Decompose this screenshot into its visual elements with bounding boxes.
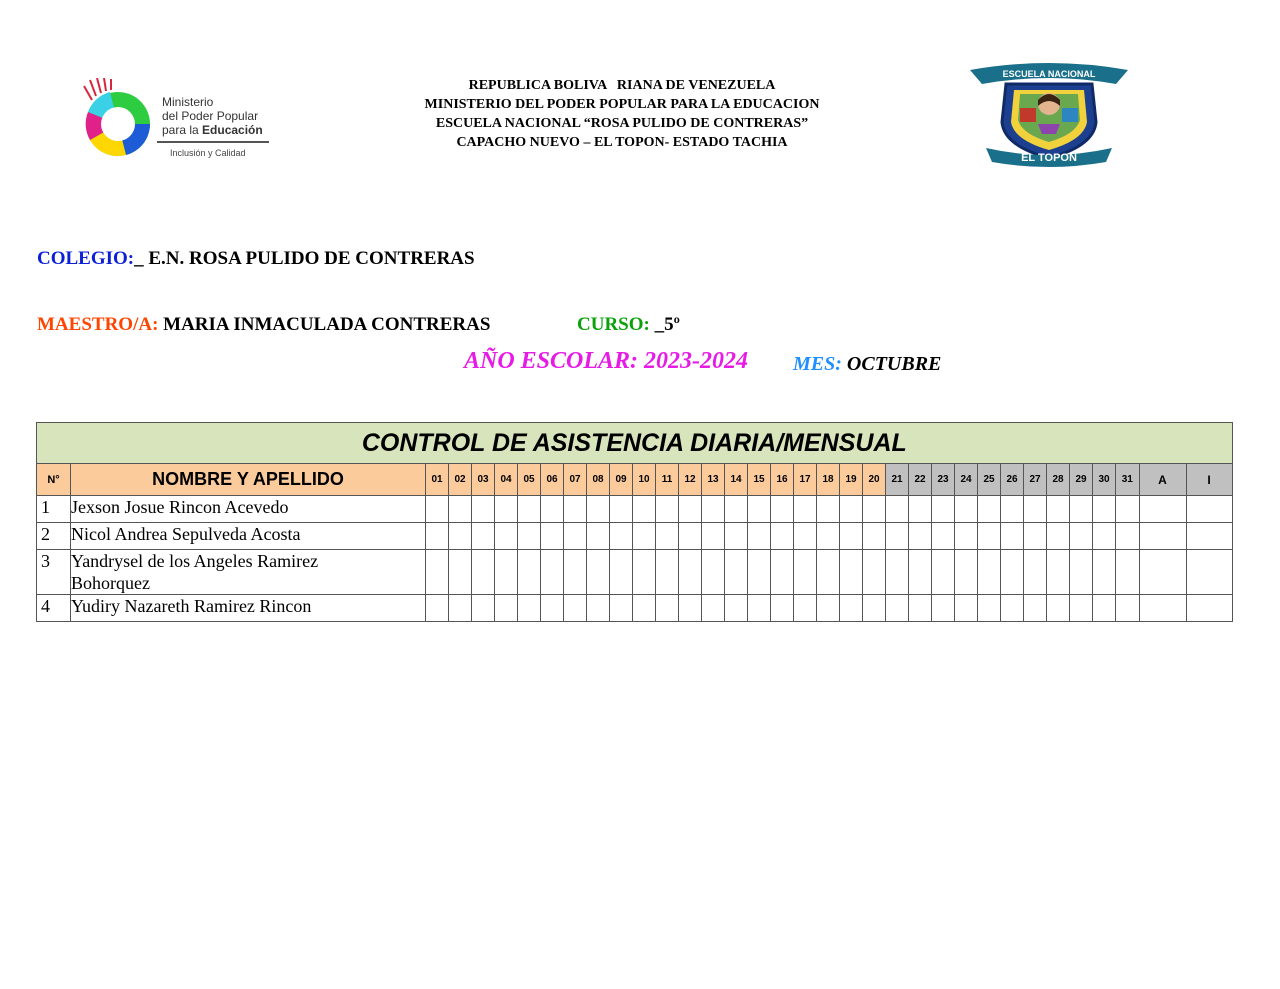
total-i-cell[interactable] xyxy=(1186,595,1232,622)
table-header-row xyxy=(37,464,1233,496)
student-number: 3 xyxy=(37,550,71,595)
school-logo-bottom-text: EL TOPON xyxy=(1021,152,1077,164)
colegio-line xyxy=(37,248,475,270)
col-header-day: 08 xyxy=(587,464,610,496)
col-header-day: 28 xyxy=(1047,464,1070,496)
attendance-cell[interactable] xyxy=(541,496,564,523)
attendance-cell[interactable] xyxy=(1070,496,1093,523)
attendance-cell[interactable] xyxy=(1116,595,1140,622)
col-header-day: 09 xyxy=(610,464,633,496)
attendance-cell[interactable] xyxy=(1024,523,1047,550)
student-name: Yudiry Nazareth Ramirez Rincon xyxy=(71,595,426,622)
anio-escolar xyxy=(464,348,748,375)
attendance-cell[interactable] xyxy=(564,523,587,550)
col-header-day: 21 xyxy=(886,464,909,496)
table-row xyxy=(37,523,1233,550)
attendance-cell[interactable] xyxy=(863,496,886,523)
col-header-day: 03 xyxy=(472,464,495,496)
col-header-day: 19 xyxy=(840,464,863,496)
attendance-cell[interactable] xyxy=(1070,595,1093,622)
attendance-cell[interactable] xyxy=(886,523,909,550)
col-header-day: 18 xyxy=(817,464,840,496)
maestro-line xyxy=(37,314,490,336)
attendance-cell[interactable] xyxy=(909,550,932,595)
ministry-line-2: del Poder Popular xyxy=(162,109,259,123)
attendance-cell[interactable] xyxy=(679,523,702,550)
attendance-cell[interactable] xyxy=(1116,496,1140,523)
col-header-day: 10 xyxy=(633,464,656,496)
attendance-cell[interactable] xyxy=(840,496,863,523)
attendance-cell[interactable] xyxy=(656,496,679,523)
attendance-cell[interactable] xyxy=(1116,550,1140,595)
header-line-1: REPUBLICA BOLIVA RIANA DE VENEZUELA xyxy=(468,78,776,93)
attendance-cell[interactable] xyxy=(771,595,794,622)
attendance-cell[interactable] xyxy=(1047,523,1070,550)
attendance-cell[interactable] xyxy=(610,595,633,622)
ministry-line-3-prefix: para la xyxy=(162,123,203,137)
col-header-day: 06 xyxy=(541,464,564,496)
col-header-day: 26 xyxy=(1001,464,1024,496)
attendance-cell[interactable] xyxy=(886,550,909,595)
mes-value: OCTUBRE xyxy=(841,353,942,375)
ministry-divider xyxy=(157,141,269,143)
attendance-cell[interactable] xyxy=(1047,595,1070,622)
col-header-day: 31 xyxy=(1116,464,1140,496)
attendance-cell[interactable] xyxy=(955,496,978,523)
attendance-cell[interactable] xyxy=(771,523,794,550)
attendance-cell[interactable] xyxy=(518,496,541,523)
attendance-cell[interactable] xyxy=(840,550,863,595)
attendance-cell[interactable] xyxy=(771,496,794,523)
attendance-cell[interactable] xyxy=(771,550,794,595)
attendance-cell[interactable] xyxy=(633,496,656,523)
attendance-cell[interactable] xyxy=(817,496,840,523)
attendance-cell[interactable] xyxy=(702,523,725,550)
curso-label: CURSO: xyxy=(577,314,650,335)
attendance-cell[interactable] xyxy=(725,523,748,550)
header-line-4: CAPACHO NUEVO – EL TOPON- ESTADO TACHIA xyxy=(456,135,788,150)
table-row xyxy=(37,595,1233,622)
attendance-cell[interactable] xyxy=(495,595,518,622)
attendance-cell[interactable] xyxy=(449,550,472,595)
attendance-cell[interactable] xyxy=(426,523,449,550)
col-header-i: I xyxy=(1186,464,1232,496)
attendance-cell[interactable] xyxy=(817,595,840,622)
student-number: 2 xyxy=(37,523,71,550)
attendance-cell[interactable] xyxy=(909,595,932,622)
attendance-cell[interactable] xyxy=(633,550,656,595)
attendance-cell[interactable] xyxy=(426,595,449,622)
attendance-cell[interactable] xyxy=(449,523,472,550)
col-header-day: 05 xyxy=(518,464,541,496)
attendance-cell[interactable] xyxy=(955,550,978,595)
attendance-cell[interactable] xyxy=(702,595,725,622)
attendance-cell[interactable] xyxy=(1047,550,1070,595)
attendance-cell[interactable] xyxy=(1001,523,1024,550)
attendance-cell[interactable] xyxy=(1001,550,1024,595)
document-header xyxy=(380,76,864,152)
attendance-cell[interactable] xyxy=(426,550,449,595)
header-line-2: MINISTERIO DEL PODER POPULAR PARA LA EDUCACION xyxy=(424,97,820,112)
attendance-cell[interactable] xyxy=(909,496,932,523)
total-a-cell[interactable] xyxy=(1139,595,1186,622)
attendance-cell[interactable] xyxy=(610,496,633,523)
attendance-cell[interactable] xyxy=(863,595,886,622)
attendance-cell[interactable] xyxy=(564,595,587,622)
attendance-cell[interactable] xyxy=(449,595,472,622)
col-header-day: 07 xyxy=(564,464,587,496)
ministry-slogan: Inclusión y Calidad xyxy=(170,148,246,158)
attendance-cell[interactable] xyxy=(955,595,978,622)
attendance-cell[interactable] xyxy=(564,496,587,523)
student-name: Nicol Andrea Sepulveda Acosta xyxy=(71,523,426,550)
attendance-cell[interactable] xyxy=(886,496,909,523)
attendance-cell[interactable] xyxy=(748,496,771,523)
curso-line xyxy=(577,314,680,336)
col-header-day: 15 xyxy=(748,464,771,496)
header-line-3: ESCUELA NACIONAL “ROSA PULIDO DE CONTRERAS” xyxy=(435,116,809,131)
attendance-cell[interactable] xyxy=(518,523,541,550)
colegio-label: COLEGIO: xyxy=(37,248,135,269)
attendance-cell[interactable] xyxy=(633,595,656,622)
attendance-cell[interactable] xyxy=(656,550,679,595)
attendance-cell[interactable] xyxy=(564,550,587,595)
attendance-cell[interactable] xyxy=(863,523,886,550)
col-header-day: 17 xyxy=(794,464,817,496)
ministry-line-3 xyxy=(162,123,263,137)
col-header-day: 11 xyxy=(656,464,679,496)
total-a-cell[interactable] xyxy=(1139,550,1186,595)
attendance-cell[interactable] xyxy=(1001,595,1024,622)
attendance-cell[interactable] xyxy=(817,550,840,595)
attendance-cell[interactable] xyxy=(748,523,771,550)
student-number: 4 xyxy=(37,595,71,622)
attendance-cell[interactable] xyxy=(748,550,771,595)
attendance-cell[interactable] xyxy=(1093,523,1116,550)
col-header-a: A xyxy=(1139,464,1186,496)
col-header-day: 23 xyxy=(932,464,955,496)
mes-label: MES: xyxy=(793,353,842,375)
ministry-line-1: Ministerio xyxy=(162,95,214,109)
col-header-day: 12 xyxy=(679,464,702,496)
attendance-cell[interactable] xyxy=(840,523,863,550)
total-i-cell[interactable] xyxy=(1186,550,1232,595)
col-header-day: 20 xyxy=(863,464,886,496)
colegio-value: _ E.N. ROSA PULIDO DE CONTRERAS xyxy=(134,248,475,269)
attendance-cell[interactable] xyxy=(1093,595,1116,622)
attendance-cell[interactable] xyxy=(541,523,564,550)
attendance-cell[interactable] xyxy=(886,595,909,622)
attendance-cell[interactable] xyxy=(472,550,495,595)
col-header-day: 02 xyxy=(449,464,472,496)
attendance-cell[interactable] xyxy=(518,595,541,622)
attendance-cell[interactable] xyxy=(932,496,955,523)
col-header-num: N° xyxy=(37,464,71,496)
attendance-cell[interactable] xyxy=(495,550,518,595)
attendance-cell[interactable] xyxy=(794,595,817,622)
col-header-day: 16 xyxy=(771,464,794,496)
attendance-cell[interactable] xyxy=(863,550,886,595)
attendance-cell[interactable] xyxy=(610,523,633,550)
attendance-cell[interactable] xyxy=(541,550,564,595)
col-header-day: 22 xyxy=(909,464,932,496)
attendance-cell[interactable] xyxy=(518,550,541,595)
attendance-cell[interactable] xyxy=(472,496,495,523)
attendance-cell[interactable] xyxy=(587,550,610,595)
col-header-day: 29 xyxy=(1070,464,1093,496)
attendance-cell[interactable] xyxy=(656,595,679,622)
attendance-cell[interactable] xyxy=(1093,496,1116,523)
attendance-cell[interactable] xyxy=(748,595,771,622)
attendance-cell[interactable] xyxy=(932,595,955,622)
attendance-cell[interactable] xyxy=(817,523,840,550)
maestro-value: MARIA INMACULADA CONTRERAS xyxy=(158,314,491,335)
attendance-cell[interactable] xyxy=(978,550,1001,595)
attendance-cell[interactable] xyxy=(1093,550,1116,595)
attendance-cell[interactable] xyxy=(978,595,1001,622)
attendance-cell[interactable] xyxy=(702,550,725,595)
attendance-cell[interactable] xyxy=(656,523,679,550)
col-header-day: 24 xyxy=(955,464,978,496)
attendance-cell[interactable] xyxy=(725,496,748,523)
col-header-day: 13 xyxy=(702,464,725,496)
attendance-cell[interactable] xyxy=(587,496,610,523)
attendance-cell[interactable] xyxy=(978,496,1001,523)
attendance-cell[interactable] xyxy=(955,523,978,550)
attendance-cell[interactable] xyxy=(541,595,564,622)
attendance-table xyxy=(36,422,1233,622)
col-header-day: 27 xyxy=(1024,464,1047,496)
attendance-cell[interactable] xyxy=(1047,496,1070,523)
attendance-cell[interactable] xyxy=(587,595,610,622)
curso-value: _5º xyxy=(649,314,680,335)
school-logo-top-text: ESCUELA NACIONAL xyxy=(1002,69,1096,79)
attendance-cell[interactable] xyxy=(472,595,495,622)
attendance-cell[interactable] xyxy=(679,595,702,622)
ministry-logo-text xyxy=(162,95,263,137)
table-row xyxy=(37,496,1233,523)
col-header-day: 30 xyxy=(1093,464,1116,496)
attendance-cell[interactable] xyxy=(794,496,817,523)
attendance-cell[interactable] xyxy=(449,496,472,523)
attendance-cell[interactable] xyxy=(495,523,518,550)
school-logo xyxy=(966,62,1132,168)
total-a-cell[interactable] xyxy=(1139,496,1186,523)
attendance-cell[interactable] xyxy=(587,523,610,550)
col-header-day: 14 xyxy=(725,464,748,496)
col-header-day: 25 xyxy=(978,464,1001,496)
col-header-name: NOMBRE Y APELLIDO xyxy=(71,464,426,496)
attendance-cell[interactable] xyxy=(1024,496,1047,523)
table-title: CONTROL DE ASISTENCIA DIARIA/MENSUAL xyxy=(37,423,1233,464)
school-shield-icon xyxy=(966,62,1132,168)
anio-label: AÑO ESCOLAR: 2023-2024 xyxy=(464,348,749,374)
attendance-cell[interactable] xyxy=(633,523,656,550)
attendance-cell[interactable] xyxy=(794,550,817,595)
attendance-cell[interactable] xyxy=(725,550,748,595)
attendance-cell[interactable] xyxy=(495,496,518,523)
ministry-line-3-bold: Educación xyxy=(202,123,263,137)
attendance-cell[interactable] xyxy=(909,523,932,550)
attendance-cell[interactable] xyxy=(472,523,495,550)
attendance-cell[interactable] xyxy=(679,550,702,595)
attendance-cell[interactable] xyxy=(1001,496,1024,523)
student-number: 1 xyxy=(37,496,71,523)
attendance-cell[interactable] xyxy=(1116,523,1140,550)
attendance-cell[interactable] xyxy=(679,496,702,523)
attendance-cell[interactable] xyxy=(1024,550,1047,595)
col-header-day: 04 xyxy=(495,464,518,496)
total-i-cell[interactable] xyxy=(1186,523,1232,550)
attendance-cell[interactable] xyxy=(426,496,449,523)
attendance-cell[interactable] xyxy=(794,523,817,550)
maestro-label: MAESTRO/A: xyxy=(37,314,159,335)
ministry-emblem-icon xyxy=(80,78,160,168)
total-a-cell[interactable] xyxy=(1139,523,1186,550)
attendance-cell[interactable] xyxy=(978,523,1001,550)
attendance-cell[interactable] xyxy=(932,523,955,550)
attendance-cell[interactable] xyxy=(1070,550,1093,595)
total-i-cell[interactable] xyxy=(1186,496,1232,523)
table-row xyxy=(37,550,1233,595)
attendance-cell[interactable] xyxy=(1024,595,1047,622)
col-header-day: 01 xyxy=(426,464,449,496)
attendance-cell[interactable] xyxy=(840,595,863,622)
mes-line xyxy=(793,353,941,376)
student-name: Jexson Josue Rincon Acevedo xyxy=(71,496,426,523)
attendance-cell[interactable] xyxy=(725,595,748,622)
attendance-cell[interactable] xyxy=(610,550,633,595)
attendance-cell[interactable] xyxy=(702,496,725,523)
attendance-cell[interactable] xyxy=(1070,523,1093,550)
attendance-cell[interactable] xyxy=(932,550,955,595)
student-name: Yandrysel de los Angeles Ramirez Bohorquez xyxy=(71,550,426,595)
